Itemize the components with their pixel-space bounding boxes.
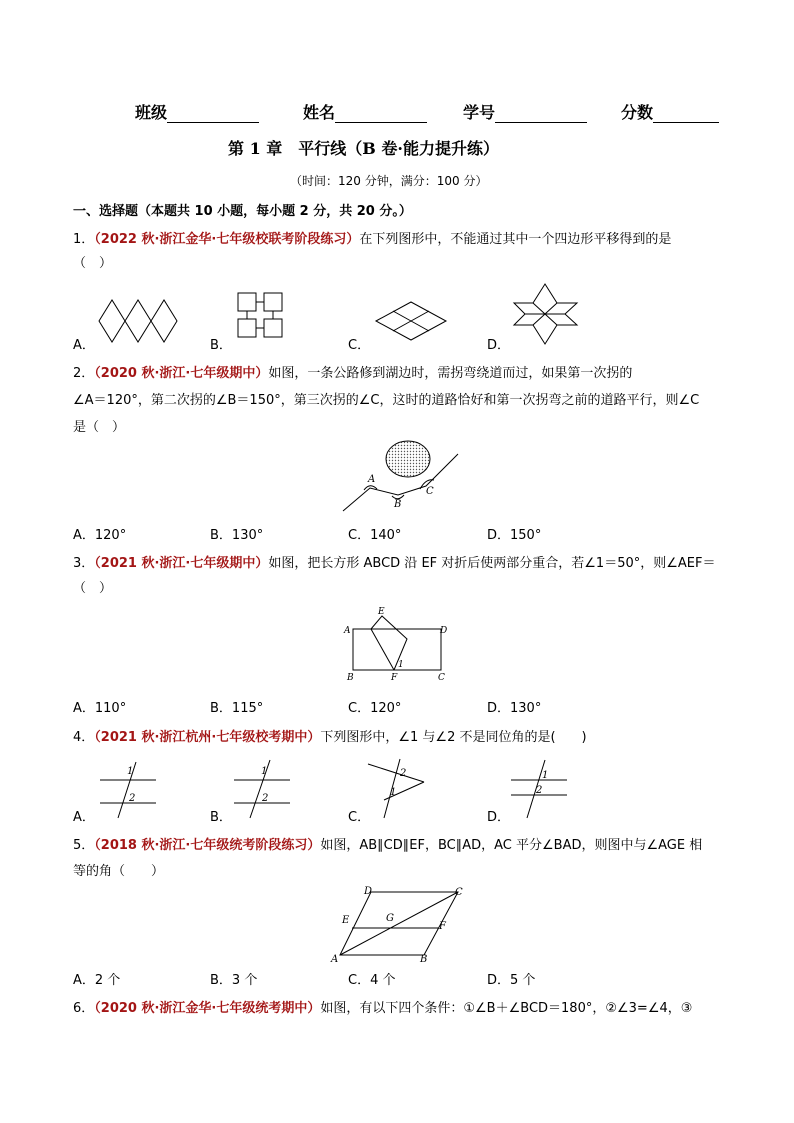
q3-label-c: C <box>438 673 445 683</box>
q6-text: 如图，有以下四个条件：①∠B＋∠BCD＝180°，②∠3=∠4，③ <box>320 1001 693 1016</box>
q2-option-b: B．130° <box>210 528 264 543</box>
score-label: 分数 <box>621 103 654 122</box>
score-blank <box>653 106 719 123</box>
q3-figure <box>340 604 454 684</box>
q3-label-e: E <box>378 607 385 617</box>
q6-source: （2020 秋·浙江金华·七年级统考期中） <box>94 1001 321 1016</box>
q4b-label-2: 2 <box>262 793 269 804</box>
q2-text-3: 是（ ） <box>73 420 126 435</box>
q4-option-d: D． <box>487 810 511 825</box>
q4c-label-2: 2 <box>400 768 407 779</box>
q3-label-1: 1 <box>398 660 404 670</box>
q4b-label-1: 1 <box>261 766 268 777</box>
question-3 <box>73 552 715 571</box>
q5-figure <box>328 884 468 964</box>
q3-option-b: B．115° <box>210 701 264 716</box>
question-2 <box>73 362 632 381</box>
question-6 <box>73 997 692 1016</box>
q3-option-c: C．120° <box>348 701 402 716</box>
q2-option-d: D．150° <box>487 528 542 543</box>
id-blank <box>495 106 587 123</box>
q5-label-d: D <box>364 886 373 897</box>
q3-blank: （ ） <box>73 581 113 596</box>
q1-blank: （ ） <box>73 256 113 271</box>
q4c-label-1: 1 <box>390 787 397 798</box>
q2-label-a: A <box>368 474 376 485</box>
q3-label-d: D <box>440 626 448 636</box>
class-label: 班级 <box>135 103 168 122</box>
q5-label-c: C <box>455 887 463 898</box>
page-title: 第 1 章 平行线（B 卷·能力提升练） <box>228 139 499 158</box>
q1-figure-b <box>235 291 289 345</box>
q1-option-d: D． <box>487 338 511 353</box>
q4-figure-c <box>366 756 428 820</box>
q5-option-d: D．5 个 <box>487 973 536 988</box>
q5-option-a: A．2 个 <box>73 973 121 988</box>
q6-number: 6． <box>73 1001 95 1016</box>
q4a-label-1: 1 <box>127 766 134 777</box>
q2-option-a: A．120° <box>73 528 127 543</box>
q5-label-g: G <box>386 913 394 924</box>
q3-number: 3． <box>73 556 95 571</box>
q5-label-f: F <box>439 921 446 932</box>
q3-text: 如图，把长方形 ABCD 沿 EF 对折后使两部分重合，若∠1＝50°，则∠AEF＝ <box>268 556 716 571</box>
q4-figure-d <box>509 756 571 820</box>
q2-label-b: B <box>394 499 402 510</box>
question-1 <box>73 228 671 247</box>
q5-text: 如图，AB∥CD∥EF，BC∥AD，AC 平分∠BAD，则图中与∠AGE 相 <box>320 838 703 853</box>
q1-option-b: B． <box>210 338 232 353</box>
q4-option-c: C． <box>348 810 371 825</box>
q5-option-b: B．3 个 <box>210 973 258 988</box>
class-blank <box>167 106 259 123</box>
q4-text: 下列图形中，∠1 与∠2 不是同位角的是( ) <box>320 730 587 745</box>
q5-label-a: A <box>331 954 339 964</box>
page-subtitle: （时间：120 分钟，满分：100 分） <box>290 174 488 188</box>
score-field <box>621 100 719 123</box>
q1-option-c: C． <box>348 338 371 353</box>
q1-figure-c <box>373 300 453 342</box>
q1-figure-a <box>96 298 186 344</box>
name-label: 姓名 <box>303 103 336 122</box>
q3-label-b: B <box>347 673 354 683</box>
q4-option-a: A． <box>73 810 95 825</box>
question-5 <box>73 834 702 853</box>
q5-option-c: C．4 个 <box>348 973 396 988</box>
q4-option-b: B． <box>210 810 232 825</box>
q4d-label-2: 2 <box>536 785 543 796</box>
id-label: 学号 <box>463 103 496 122</box>
q2-text-2: ∠A＝120°，第二次拐的∠B＝150°，第三次拐的∠C，这时的道路恰好和第一次拐弯之前的道路平行，则∠C <box>73 393 700 408</box>
q1-text: 在下列图形中，不能通过其中一个四边形平移得到的是 <box>359 232 672 247</box>
q4-figure-b <box>232 756 294 820</box>
q4d-label-1: 1 <box>542 770 549 781</box>
q1-source: （2022 秋·浙江金华·七年级校联考阶段练习） <box>94 232 360 247</box>
q4a-label-2: 2 <box>129 793 136 804</box>
q2-source: （2020 秋·浙江·七年级期中） <box>94 366 269 381</box>
q5-number: 5． <box>73 838 95 853</box>
q5-label-e: E <box>342 915 350 926</box>
q5-label-b: B <box>420 954 428 964</box>
q2-option-c: C．140° <box>348 528 402 543</box>
q1-number: 1． <box>73 232 95 247</box>
q3-option-d: D．130° <box>487 701 542 716</box>
q1-figure-d <box>512 281 580 347</box>
q2-text: 如图，一条公路修到湖边时，需拐弯绕道而过，如果第一次拐的 <box>268 366 633 381</box>
question-4 <box>73 726 587 745</box>
q4-source: （2021 秋·浙江杭州·七年级校考期中） <box>94 730 321 745</box>
name-blank <box>335 106 427 123</box>
class-field <box>135 100 259 123</box>
section-heading: 一、选择题（本题共 10 小题，每小题 2 分，共 20 分。） <box>73 204 412 219</box>
name-field <box>303 100 427 123</box>
q3-label-a: A <box>344 626 351 636</box>
q2-number: 2． <box>73 366 95 381</box>
q5-text-2: 等的角（ ） <box>73 864 165 879</box>
q3-label-f: F <box>391 673 398 683</box>
q4-number: 4． <box>73 730 95 745</box>
q3-option-a: A．110° <box>73 701 127 716</box>
q1-option-a: A． <box>73 338 95 353</box>
q5-source: （2018 秋·浙江·七年级统考阶段练习） <box>94 838 321 853</box>
q2-label-c: C <box>426 486 434 497</box>
q4-figure-a <box>98 756 160 820</box>
q2-figure <box>340 438 460 514</box>
q3-source: （2021 秋·浙江·七年级期中） <box>94 556 269 571</box>
id-field <box>463 100 587 123</box>
